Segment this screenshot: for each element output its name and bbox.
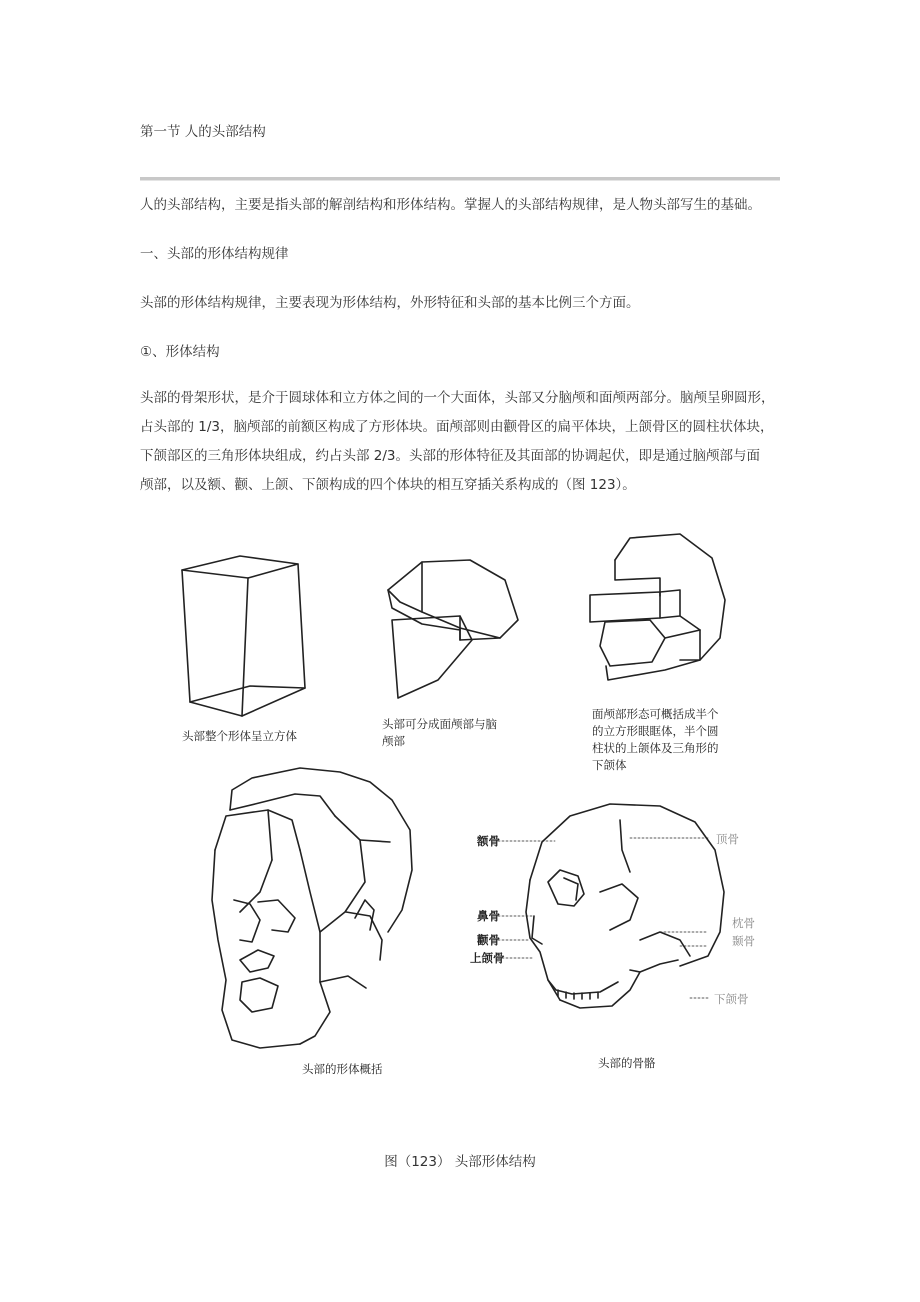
divider [140,177,780,181]
label-face-blocks: 面颅部形态可概括成半个 的立方形眼眶体，半个圆 柱状的上颌体及三角形的 下颌体 [592,707,719,772]
intro-text: 人的头部结构，主要是指头部的解剖结构和形体结构。掌握人的头部结构规律，是人物头部写生的基础。 [140,197,761,213]
subsection-intro: 头部的形体结构规律，主要表现为形体结构，外形特征和头部的基本比例三个方面。 [140,295,640,311]
bone-label-maxilla: 上颌骨 [470,951,505,965]
skull-leader-lines [498,838,708,998]
cube-drawing [182,556,305,716]
label-split: 头部可分成面颅部与脑 颅部 [382,717,497,748]
paragraph-line: 头部的骨架形状，是介于圆球体和立方体之间的一个大面体，头部又分脑颅和面颅两部分。脑颅呈卵圆形， [140,390,775,406]
subsection-heading: 一、头部的形体结构规律 [140,246,289,262]
bone-label-parietal: 顶骨 [716,832,739,846]
label-planar-head: 头部的形体概括 [302,1062,383,1076]
paragraph-line: 占头部的 1/3，脑颅部的前额区构成了方形体块。面颅部则由颧骨区的扁平体块，上颌骨区的圆柱状体块， [140,419,774,435]
face-blocks-drawing [590,534,725,680]
bone-label-temporal: 颞骨 [732,934,755,948]
label-cube: 头部整个形体呈立方体 [182,729,297,743]
paragraph-line: 颅部，以及额、颧、上颌、下颌构成的四个体块的相互穿插关系构成的（图 123）。 [140,477,636,493]
paragraph-line: 下颌部区的三角形体块组成，约占头部 2/3。头部的形体特征及其面部的协调起伏，即是通过脑颅部与面 [140,448,761,464]
label-skull: 头部的骨骼 [598,1056,656,1070]
figure-caption: 图（123） 头部形体结构 [384,1154,536,1170]
body-paragraph [140,384,800,500]
bone-label-mandible: 下颌骨 [714,992,749,1006]
planar-head-drawing [212,768,412,1048]
bone-label-frontal: 额骨 [477,834,500,848]
bone-label-nasal: 鼻骨 [477,909,500,923]
head-structure-figure [160,520,780,1100]
bone-label-occipital: 枕骨 [732,916,755,930]
bone-label-zygomatic: 颧骨 [477,933,500,947]
item-heading: ①、形体结构 [140,344,220,360]
split-head-drawing [388,560,518,698]
section-title: 第一节 人的头部结构 [140,124,266,140]
skull-drawing [526,804,724,1008]
